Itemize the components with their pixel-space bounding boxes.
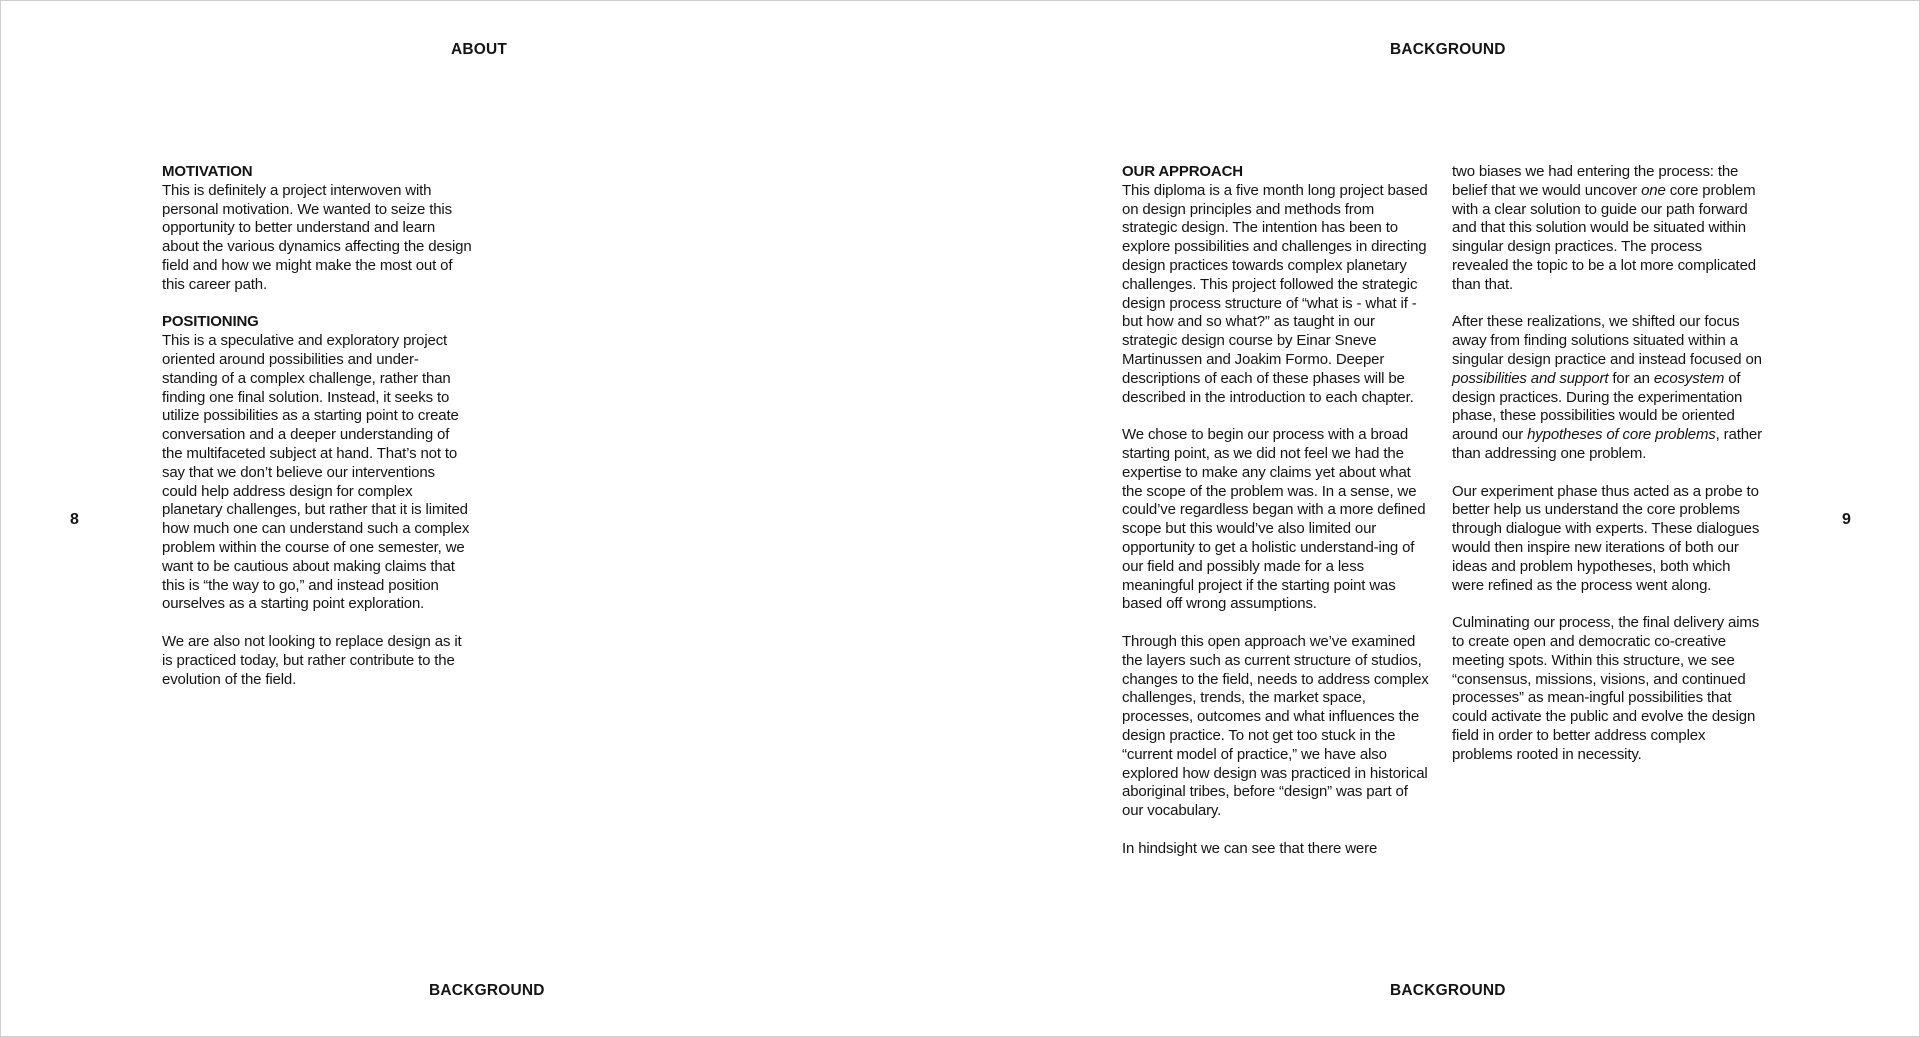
closing-paragraph: We are also not looking to replace design as it is practiced today, but rather contribute to the evolution of the field. (162, 632, 462, 688)
realizations-text-d: , rather than addressing one problem. (1452, 426, 1762, 462)
motivation-heading: MOTIVATION (162, 163, 253, 180)
approach-paragraph-2: We chose to begin our process with a broad starting point, as we did not feel we had the expertise to make any claims yet about what the scope of the problem was. In a sense, we could’ve regardless began with a more defined scope but this would’ve also limited our opportunity to get a holistic understand-ing of our field and possibly made for a less meaningful project if the starting point was based off wrong assumptions. (1122, 426, 1426, 613)
biases-text-a: two biases we had entering the process: the belief that we would uncover (1452, 163, 1739, 199)
left-running-foot: BACKGROUND (429, 982, 545, 999)
right-page-number: 9 (1842, 511, 1851, 528)
approach-column-1 (1122, 163, 1432, 877)
positioning-heading: POSITIONING (162, 313, 259, 331)
motivation-body: This is definitely a project interwoven with personal motivation. We wanted to seize this opportunity to better understand and learn about the various dynamics affecting the design field and how we might make the most out of this career path. (162, 181, 472, 293)
realizations-emphasis-2: ecosystem (1653, 369, 1725, 387)
approach-body-1: This diploma is a five month long project based on design principles and methods from strategic design. The intention has been to explore possibilities and challenges in directing design practices towards complex planetary challenges. This project followed the strategic design process structure of “what is - what if - but how and so what?” as taught in our strategic design course by Einar Sneve Martinussen and Joakim Formo. Deeper descriptions of each of these phases will be described in the introduction to each chapter. (1122, 181, 1428, 406)
left-running-head: ABOUT (451, 41, 508, 58)
experiment-paragraph: Our experiment phase thus acted as a probe to better help us understand the core problems through dialogue with experts. These dialogues would then inspire new iterations of both our ideas and problem hypotheses, both which were refined as the process went along. (1452, 482, 1760, 594)
realizations-paragraph (1452, 313, 1762, 463)
realizations-emphasis-1: possibilities and support (1452, 369, 1609, 387)
biases-paragraph (1452, 163, 1762, 295)
realizations-text-b: for an (1608, 369, 1654, 387)
left-text-column (162, 163, 472, 708)
culminating-paragraph: Culminating our process, the final delivery aims to create open and democratic co-creative meeting spots. Within this structure, we see “consensus, missions, visions, and continued processes” as mean-ingful possibilities that could activate the public and evolve the design field in order to better address complex problems rooted in necessity. (1452, 614, 1760, 763)
approach-paragraph-1 (1122, 163, 1432, 407)
biases-emphasis: one (1641, 181, 1666, 199)
realizations-emphasis-3: hypotheses of core problems (1527, 426, 1716, 444)
motivation-paragraph (162, 163, 472, 295)
approach-column-2 (1452, 163, 1762, 783)
positioning-body: This is a speculative and exploratory project oriented around possibilities and under-standing of a complex challenge, rather than finding one final solution. Instead, it seeks to utilize possibilities as a starting point to create conversation and a deeper understanding of the multifaceted subject at hand. That’s not to say that we don’t believe our interventions could help address design for complex planetary challenges, but rather that it is limited how much one can understand such a complex problem within the course of one semester, we want to be cautious about making claims that this is “the way to go,” and instead position ourselves as a starting point exploration. (162, 332, 470, 613)
realizations-text-a: After these realizations, we shifted our focus away from finding solutions situated within a singular design practice and instead focused on (1452, 313, 1762, 368)
approach-paragraph-3: Through this open approach we’ve examined the layers such as current structure of studios, changes to the field, needs to address complex challenges, trends, the market space, processes, outcomes and what influences the design practice. To not get too stuck in the “current model of practice,” we have also explored how design was practiced in historical aboriginal tribes, before “design” was part of our vocabulary. (1122, 632, 1429, 820)
biases-text-b: core problem with a clear solution to guide our path forward and that this solution would be situated within singular design practices. The process revealed the topic to be a lot more complicated than that. (1452, 181, 1756, 293)
approach-heading: OUR APPROACH (1122, 163, 1243, 180)
approach-paragraph-4: In hindsight we can see that there were (1122, 839, 1378, 857)
left-page-number: 8 (70, 511, 79, 528)
right-running-foot: BACKGROUND (1390, 982, 1506, 999)
realizations-text-c: of design practices. During the experimentation phase, these possibilities would be oriented around our (1452, 369, 1743, 444)
positioning-paragraph (162, 313, 472, 614)
right-running-head: BACKGROUND (1390, 41, 1506, 58)
